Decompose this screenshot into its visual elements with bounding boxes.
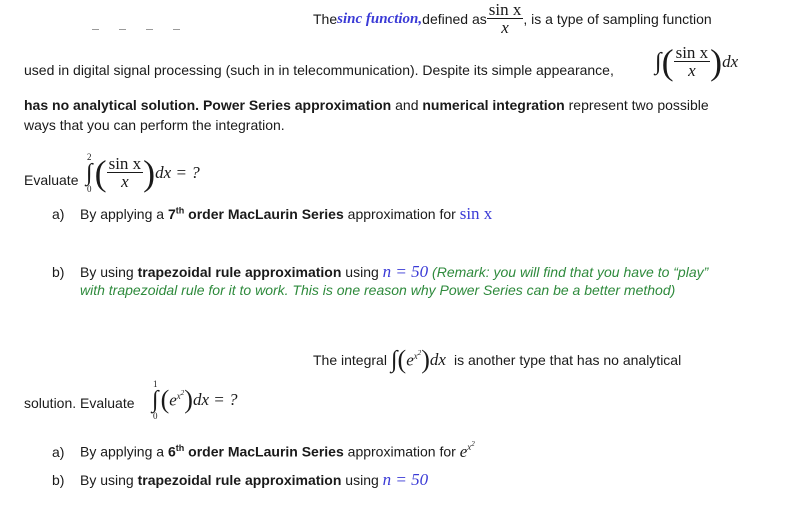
integral-sign: ∫ xyxy=(390,346,398,373)
p2-pre: The integral xyxy=(313,352,387,368)
fraction-numerator: sin x xyxy=(488,0,522,19)
p2-item-b xyxy=(52,470,428,490)
top-dashes xyxy=(92,17,200,33)
integral-with-limits xyxy=(86,152,93,194)
item-b-pre: By using xyxy=(80,472,138,488)
p2-solution-evaluate: solution. Evaluate xyxy=(24,395,135,411)
line3-bold2: Power Series approximation xyxy=(202,97,392,113)
p1-item-b xyxy=(52,262,708,282)
line2: used in digital signal processing (such in in telecommunication). Despite its simple appearance, xyxy=(24,62,614,78)
right-paren: ) xyxy=(184,385,193,414)
lower-limit: 0 xyxy=(87,184,92,194)
eval-tail: dx = ? xyxy=(155,163,200,182)
intro-post: , is a type of sampling function xyxy=(523,11,712,27)
defined-as: defined as xyxy=(422,11,487,27)
item-a-series: order MacLaurin Series xyxy=(184,206,344,222)
p1-item-a xyxy=(52,204,492,224)
item-a-sup: th xyxy=(175,443,185,453)
line3-end: represent two possible xyxy=(564,97,709,113)
item-a-post: approximation for xyxy=(343,206,460,222)
line3 xyxy=(24,97,709,113)
item-a-math: sin x xyxy=(459,204,493,223)
line3-bold1: has no analytical solution. xyxy=(24,97,203,113)
item-a-pre: By applying a xyxy=(80,206,168,222)
item-a-order: 7 xyxy=(167,206,176,222)
inline-fraction xyxy=(674,45,711,79)
upper-limit: 2 xyxy=(87,152,92,162)
lower-limit: 0 xyxy=(153,411,158,421)
sinc-term: sinc function, xyxy=(337,10,423,27)
eval-numerator: sin x xyxy=(108,154,142,173)
item-a-pre: By applying a xyxy=(80,443,168,460)
left-paren: ( xyxy=(160,385,170,414)
inline-dx: dx xyxy=(722,52,739,71)
line3-bold3: numerical integration xyxy=(422,97,565,113)
fraction-denominator: x xyxy=(501,18,509,37)
left-paren: ( xyxy=(94,153,107,193)
item-b-bold: trapezoidal rule approximation xyxy=(137,264,342,280)
integral-sign: ∫ xyxy=(655,48,662,75)
item-b-math: n = 50 xyxy=(382,262,429,281)
intro-pre: The xyxy=(313,11,338,27)
left-paren: ( xyxy=(661,42,674,82)
right-paren: ) xyxy=(710,42,723,82)
upper-limit: 1 xyxy=(153,379,158,389)
inline-denominator: x xyxy=(688,61,696,80)
exp-term: $e^{x^2}$ xyxy=(169,389,185,410)
remark-line1: (Remark: you will find that you have to “play” xyxy=(428,264,709,280)
p2-item-a xyxy=(52,440,475,462)
item-label: b) xyxy=(52,472,65,488)
item-a-order: 6 xyxy=(167,443,176,460)
exp-term: $e^{x^2}$ xyxy=(406,349,422,370)
line3-mid: and xyxy=(391,97,423,113)
p2-dx: dx xyxy=(429,350,446,369)
right-paren: ) xyxy=(421,345,430,374)
inline-integral xyxy=(655,44,738,80)
line4: ways that you can perform the integration. xyxy=(24,117,285,133)
integral-sign: ∫ xyxy=(86,160,93,186)
integral-sign: ∫ xyxy=(152,387,159,413)
item-label: b) xyxy=(52,264,65,280)
item-b-math: n = 50 xyxy=(382,470,429,489)
sinc-fraction xyxy=(487,2,524,36)
item-b-pre: By using xyxy=(80,264,138,280)
p2-eval-tail: dx = ? xyxy=(192,390,238,409)
eval-fraction xyxy=(107,156,144,190)
p2-eval-integral xyxy=(152,379,238,421)
eval-denominator: x xyxy=(121,172,129,191)
remark-line2: with trapezoidal rule for it to work. This is one reason why Power Series can be a better method) xyxy=(80,282,676,298)
item-b-post: using xyxy=(341,472,383,488)
inline-numerator: sin x xyxy=(675,43,709,62)
item-a-sup: th xyxy=(175,205,185,216)
left-paren: ( xyxy=(397,345,407,374)
item-a-series: order MacLaurin Series xyxy=(184,443,344,460)
exp-term: $e^{x^2}$ xyxy=(459,440,475,461)
evaluate-label: Evaluate xyxy=(24,172,79,188)
p2-post: is another type that has no analytical xyxy=(453,352,682,368)
eval-integral xyxy=(86,152,200,194)
p2-intro xyxy=(313,342,681,378)
item-a-post: approximation for xyxy=(343,443,460,460)
item-label: a) xyxy=(52,443,65,460)
right-paren: ) xyxy=(143,153,156,193)
integral-with-limits xyxy=(152,379,159,421)
item-b-post: using xyxy=(341,264,383,280)
item-label: a) xyxy=(52,206,65,222)
item-b-bold: trapezoidal rule approximation xyxy=(137,472,342,488)
intro-line xyxy=(313,2,712,36)
